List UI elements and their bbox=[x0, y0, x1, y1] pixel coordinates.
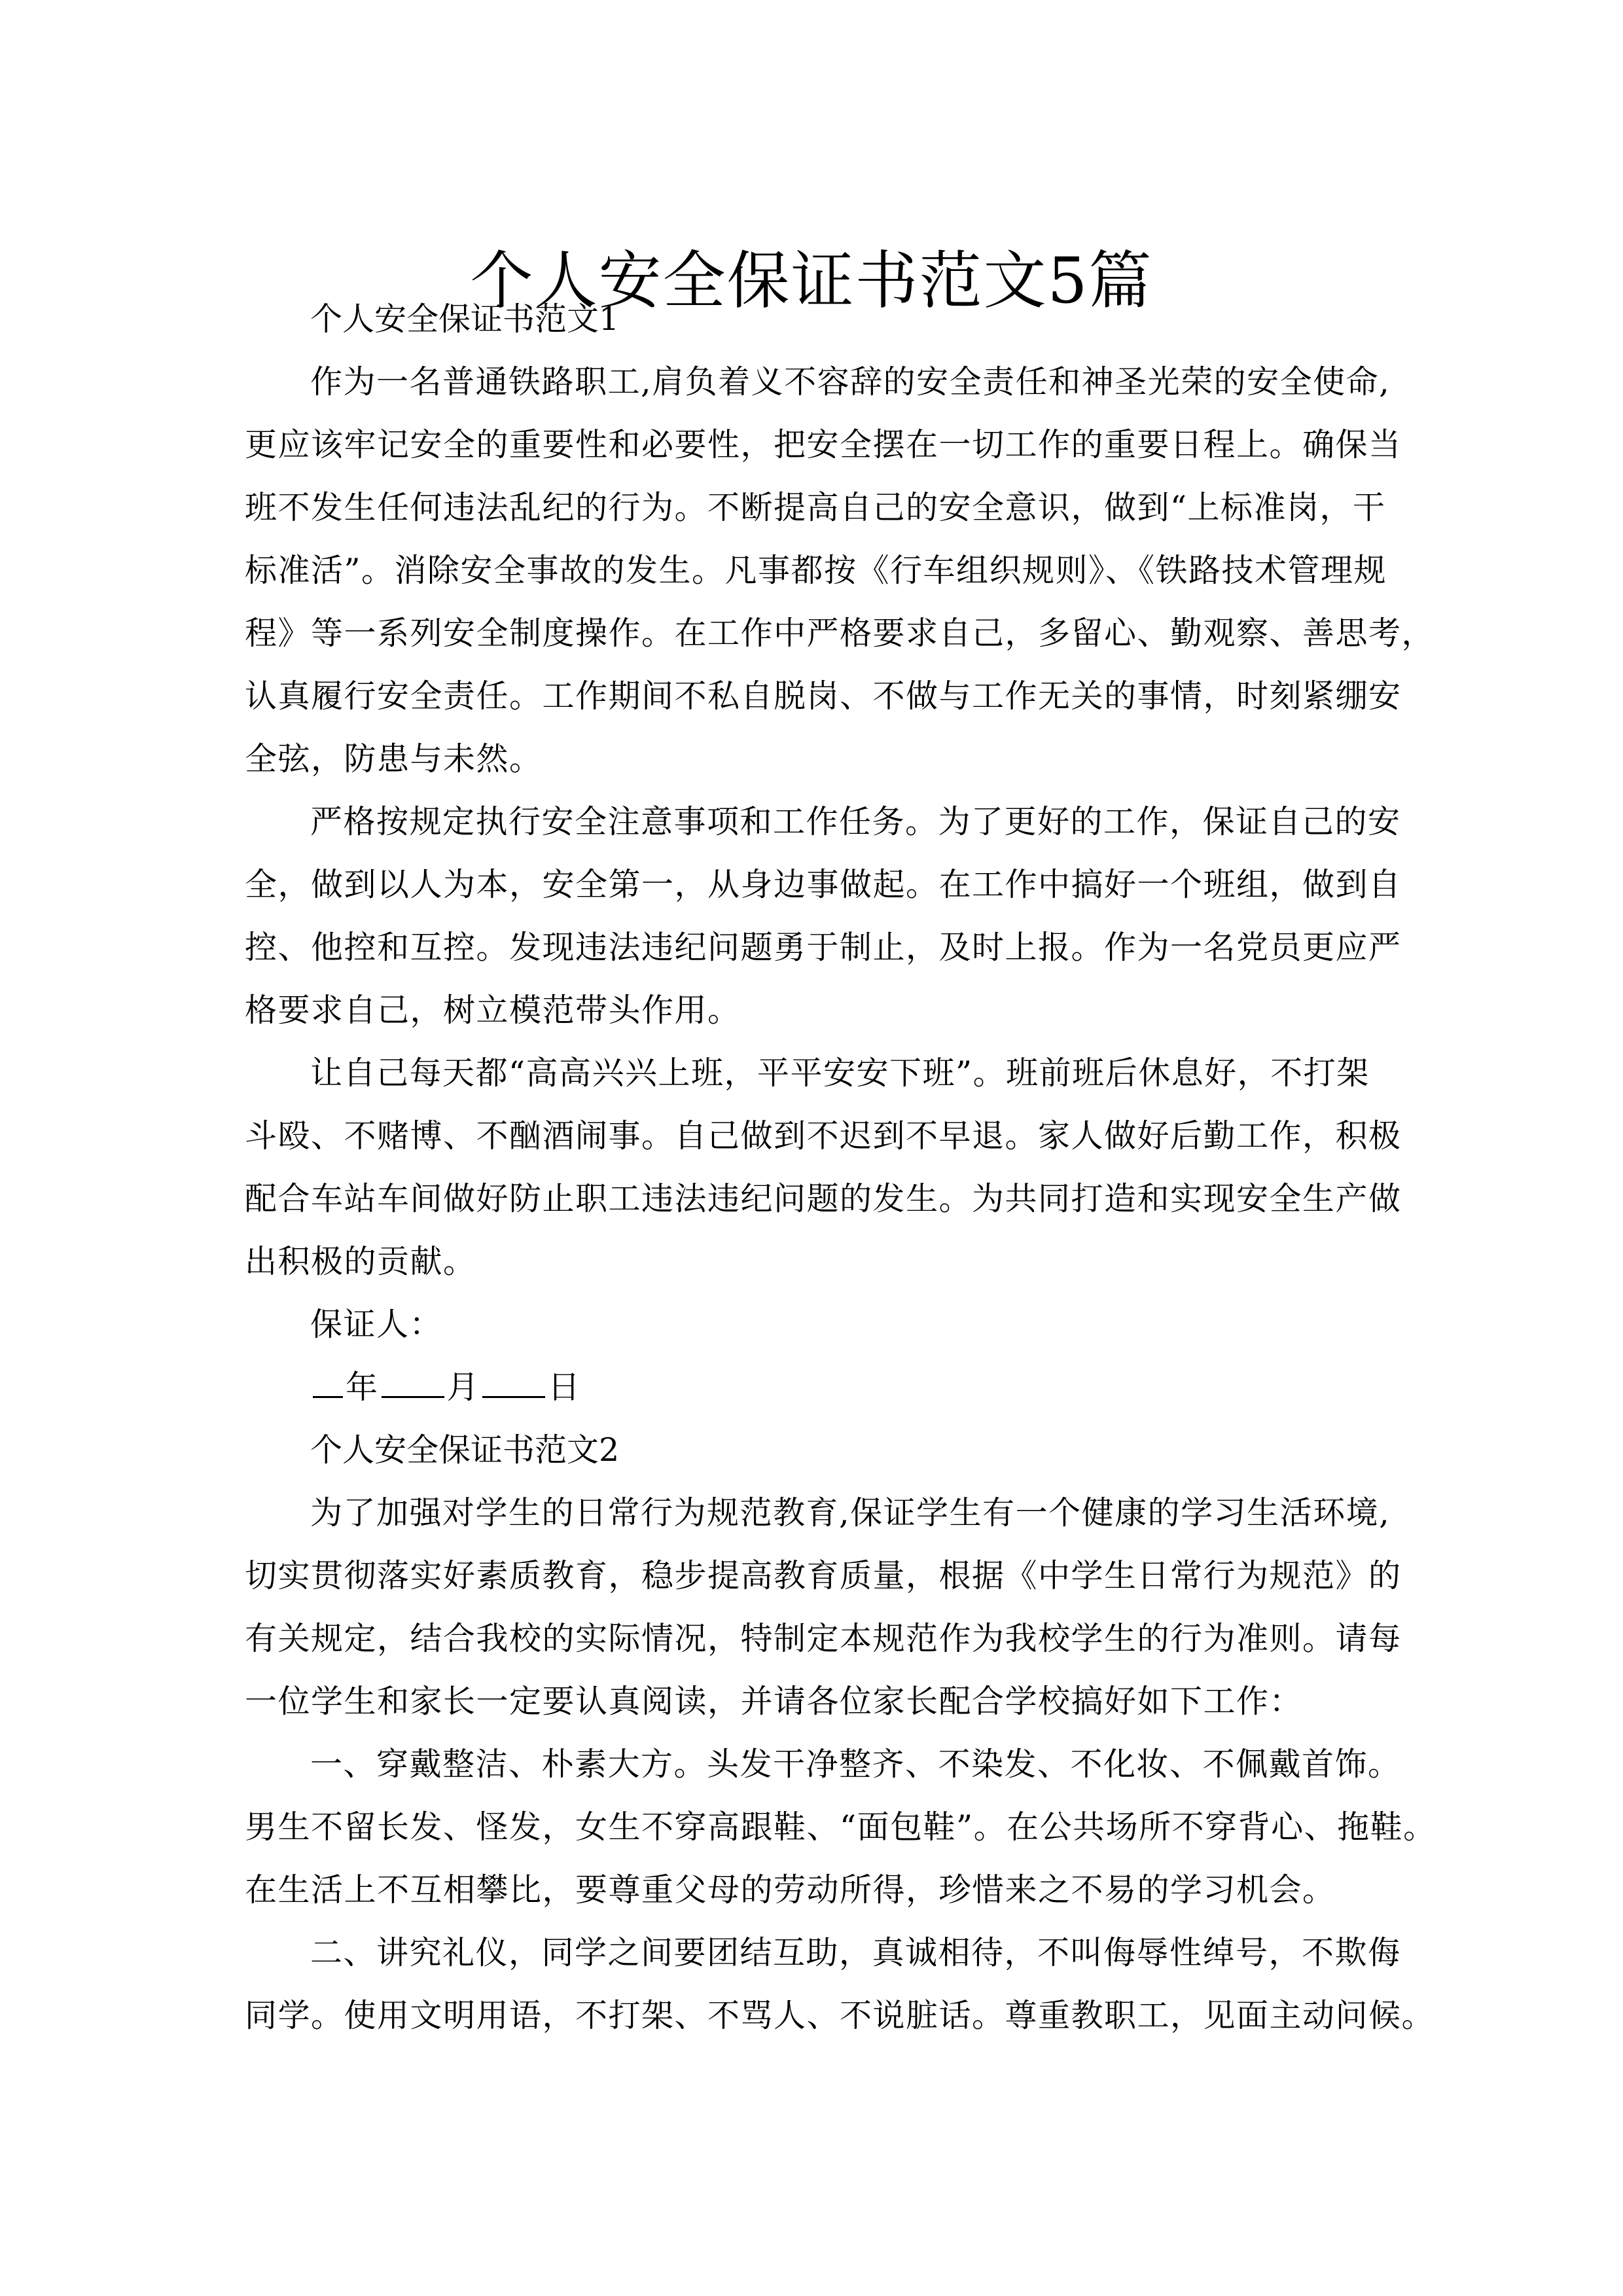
paragraph bbox=[245, 1482, 1411, 1733]
paragraph bbox=[245, 1042, 1411, 1293]
text-line: 更应该牢记安全的重要性和必要性，把安全摆在一切工作的重要日程上。确保当 bbox=[245, 426, 1402, 463]
text-line: 格要求自己，树立模范带头作用。 bbox=[245, 992, 741, 1029]
section-2 bbox=[245, 1419, 1436, 2047]
text-line: 同学。使用文明用语，不打架、不骂人、不说脏话。尊重教职工，见面主动问候。 bbox=[245, 1997, 1435, 2034]
text-line: 切实贯彻落实好素质教育，稳步提高教育质量，根据《中学生日常行为规范》的 bbox=[245, 1557, 1402, 1594]
day-blank bbox=[482, 1388, 545, 1398]
section-heading: 个人安全保证书范文1 bbox=[310, 300, 620, 338]
paragraph bbox=[245, 791, 1411, 1042]
text-line: 在生活上不互相攀比，要尊重父母的劳动所得，珍惜来之不易的学习机会。 bbox=[245, 1871, 1336, 1909]
text-line: 作为一名普通铁路职工,肩负着义不容辞的安全责任和神圣光荣的安全使命, bbox=[310, 363, 1391, 401]
paragraph bbox=[245, 1922, 1435, 2047]
text-line: 控、他控和互控。发现违法违纪问题勇于制止，及时上报。作为一名党员更应严 bbox=[245, 929, 1402, 966]
text-line: 班不发生任何违法乱纪的行为。不断提高自己的安全意识，做到“上标准岗，干 bbox=[245, 489, 1386, 526]
text-line: 出积极的贡献。 bbox=[245, 1243, 476, 1280]
document-title: 个人安全保证书范文5篇 bbox=[470, 244, 1153, 318]
date-line bbox=[245, 1356, 1411, 1419]
text-line: 一位学生和家长一定要认真阅读，并请各位家长配合学校搞好如下工作： bbox=[245, 1683, 1303, 1720]
text-line: 有关规定，结合我校的实际情况，特制定本规范作为我校学生的行为准则。请每 bbox=[245, 1620, 1402, 1657]
text-line: 为了加强对学生的日常行为规范教育,保证学生有一个健康的学习生活环境, bbox=[310, 1494, 1391, 1532]
text-line: 一、穿戴整洁、朴素大方。头发干净整齐、不染发、不化妆、不佩戴首饰。 bbox=[310, 1746, 1401, 1783]
text-line: 配合车站车间做好防止职工违法违纪问题的发生。为共同打造和实现安全生产做 bbox=[245, 1180, 1402, 1217]
text-line: 标准活”。消除安全事故的发生。凡事都按《行车组织规则》、《铁路技术管理规 bbox=[245, 552, 1387, 589]
paragraph bbox=[245, 351, 1435, 791]
text-line: 让自己每天都“高高兴兴上班，平平安安下班”。班前班后休息好，不打架 bbox=[310, 1054, 1370, 1092]
text-line: 严格按规定执行安全注意事项和工作任务。为了更好的工作，保证自己的安 bbox=[310, 803, 1401, 840]
month-blank bbox=[382, 1388, 444, 1398]
month-label: 月 bbox=[446, 1369, 480, 1406]
text-line: 全弦，防患与未然。 bbox=[245, 740, 543, 778]
text-line: 程》等一系列安全制度操作。在工作中严格要求自己，多留心、勤观察、善思考， bbox=[245, 615, 1435, 652]
text-line: 全，做到以人为本，安全第一，从身边事做起。在工作中搞好一个班组，做到自 bbox=[245, 866, 1402, 903]
year-label: 年 bbox=[346, 1369, 379, 1406]
paragraph bbox=[245, 1733, 1436, 1922]
signature-label: 保证人： bbox=[310, 1306, 443, 1343]
text-line: 男生不留长发、怪发，女生不穿高跟鞋、“面包鞋”。在公共场所不穿背心、拖鞋。 bbox=[245, 1808, 1436, 1846]
text-line: 二、讲究礼仪，同学之间要团结互助，真诚相待，不叫侮辱性绰号，不欺侮 bbox=[310, 1934, 1401, 1971]
document-body bbox=[245, 288, 1436, 2047]
section-heading: 个人安全保证书范文2 bbox=[310, 1431, 620, 1469]
section-1 bbox=[245, 288, 1435, 1419]
year-blank bbox=[313, 1388, 343, 1398]
text-line: 认真履行安全责任。工作期间不私自脱岗、不做与工作无关的事情，时刻紧绷安 bbox=[245, 677, 1402, 715]
text-line: 斗殴、不赌博、不酗酒闹事。自己做到不迟到不早退。家人做好后勤工作，积极 bbox=[245, 1117, 1402, 1155]
day-label: 日 bbox=[548, 1369, 581, 1406]
